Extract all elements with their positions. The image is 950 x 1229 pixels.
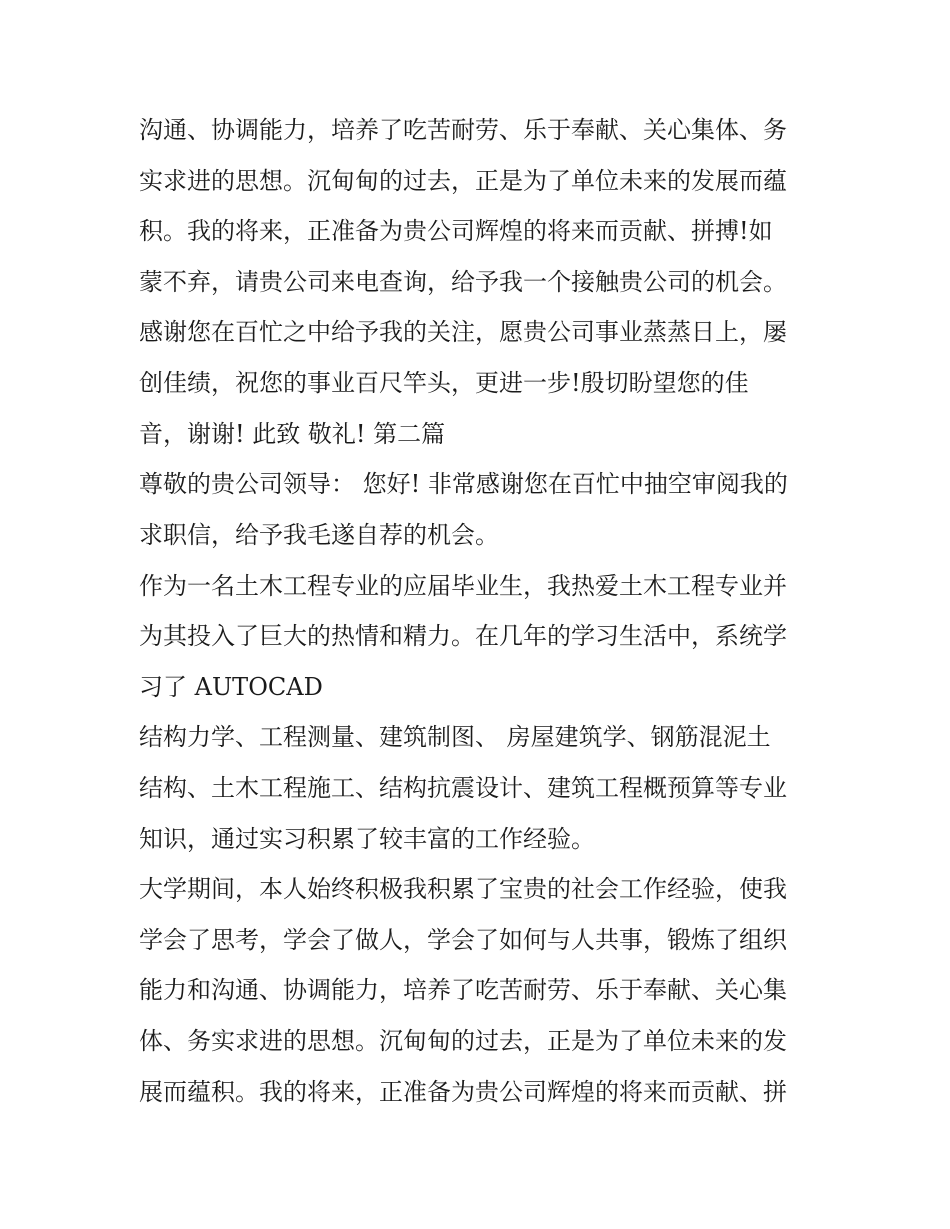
text-line: 结构力学、工程测量、建筑制图、 房屋建筑学、钢筋混泥土 xyxy=(139,723,771,751)
text-line: 实求进的思想。沉甸甸的过去，正是为了单位未来的发展而蕴 xyxy=(139,167,787,195)
text-line: 大学期间，本人始终积极我积累了宝贵的社会工作经验，使我 xyxy=(139,875,787,903)
text-line: 结构、土木工程施工、结构抗震设计、建筑工程概预算等专业 xyxy=(139,774,787,802)
text-line: 体、务实求进的思想。沉甸甸的过去，正是为了单位未来的发 xyxy=(139,1027,787,1055)
text-line: 习了 AUTOCAD xyxy=(139,673,323,701)
text-line: 求职信，给予我毛遂自荐的机会。 xyxy=(139,521,499,549)
text-line: 音，谢谢! 此致 敬礼! 第二篇 xyxy=(139,420,446,448)
text-line: 创佳绩，祝您的事业百尺竿头，更进一步!殷切盼望您的佳 xyxy=(139,369,749,397)
text-line: 作为一名土木工程专业的应届毕业生，我热爱土木工程专业并 xyxy=(139,572,787,600)
text-line: 知识，通过实习积累了较丰富的工作经验。 xyxy=(139,825,595,853)
text-line: 为其投入了巨大的热情和精力。在几年的学习生活中，系统学 xyxy=(139,622,787,650)
text-line: 蒙不弃，请贵公司来电查询，给予我一个接触贵公司的机会。 xyxy=(139,268,787,296)
text-line: 感谢您在百忙之中给予我的关注，愿贵公司事业蒸蒸日上，屡 xyxy=(139,318,787,346)
text-line: 沟通、协调能力，培养了吃苦耐劳、乐于奉献、关心集体、务 xyxy=(139,116,787,144)
text-line: 能力和沟通、协调能力，培养了吃苦耐劳、乐于奉献、关心集 xyxy=(139,976,787,1004)
text-line: 尊敬的贵公司领导： 您好! 非常感谢您在百忙中抽空审阅我的 xyxy=(139,470,788,498)
text-line: 积。我的将来，正准备为贵公司辉煌的将来而贡献、拼搏!如 xyxy=(139,217,773,245)
text-line: 学会了思考，学会了做人，学会了如何与人共事，锻炼了组织 xyxy=(139,926,787,954)
text-line: 展而蕴积。我的将来，正准备为贵公司辉煌的将来而贡献、拼 xyxy=(139,1078,787,1106)
